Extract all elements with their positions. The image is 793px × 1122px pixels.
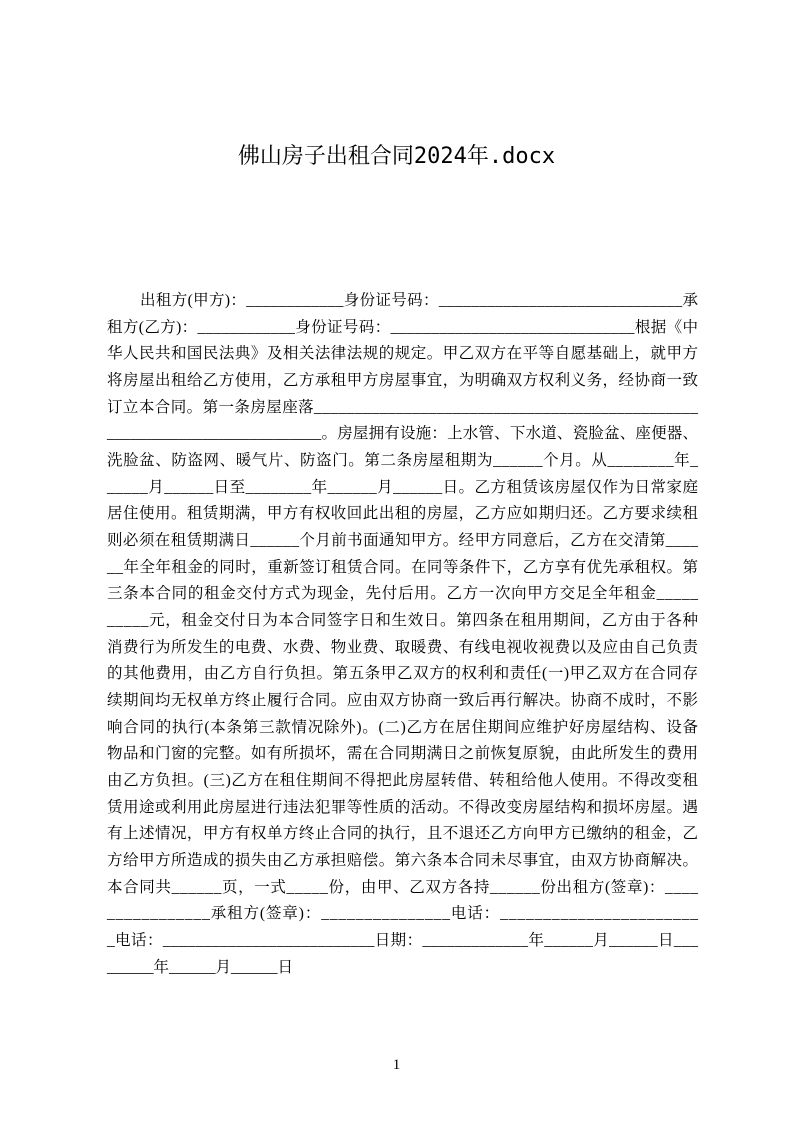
contract-line-text: 洗脸盆、防盗网、暖气片、防盗门。第二条房屋租期为______个月。从________年_ bbox=[107, 452, 699, 470]
contract-line bbox=[107, 368, 698, 395]
contract-line bbox=[107, 901, 698, 928]
contract-line bbox=[107, 795, 698, 822]
contract-line-text: 赁用途或利用此房屋进行违法犯罪等性质的活动。不得改变房屋结构和损坏房屋。遇 bbox=[107, 798, 699, 816]
contract-line bbox=[107, 821, 698, 848]
contract-line bbox=[107, 555, 698, 582]
document-title: 佛山房子出租合同2024年.docx bbox=[237, 144, 556, 169]
contract-line-text: 物品和门窗的完整。如有所损坏，需在合同期满日之前恢复原貌，由此所发生的费用 bbox=[107, 745, 699, 763]
contract-line bbox=[107, 848, 698, 875]
contract-line-text: __年全年租金的同时，重新签订租赁合同。在同等条件下，乙方享有优先承租权。第 bbox=[107, 558, 699, 576]
contract-line-text: 出租方(甲方)：____________身份证号码：______________________________承 bbox=[140, 292, 699, 309]
contract-line bbox=[107, 608, 698, 635]
contract-line-text: 租方(乙方)：____________身份证号码：______________________________根据《中 bbox=[107, 318, 699, 336]
contract-line-text: _____元，租金交付日为本合同签字日和生效日。第四条在租用期间，乙方由于各种 bbox=[107, 612, 699, 630]
contract-line-text: 响合同的执行(本条第三款情况除外)。(二)乙方在居住期间应维护好房屋结构、设备 bbox=[107, 718, 699, 736]
contract-line-text: 华人民共和国民法典》及相关法律法规的规定。甲乙双方在平等自愿基础上，就甲方 bbox=[107, 345, 699, 363]
contract-line bbox=[107, 475, 698, 502]
contract-line-text: ___________________________。房屋拥有设施：上水管、下水道、瓷脸盆、座便器、 bbox=[107, 425, 699, 443]
contract-line bbox=[107, 501, 698, 528]
contract-line bbox=[107, 661, 698, 688]
contract-line-text: 的其他费用，由乙方自行负担。第五条甲乙双方的权利和责任(一)甲乙双方在合同存 bbox=[107, 665, 699, 683]
contract-line-text: _电话：__________________________日期：_____________年______月______日___ bbox=[107, 932, 699, 950]
contract-line bbox=[107, 315, 698, 342]
contract-line bbox=[107, 395, 698, 422]
contract-line-text: 三条本合同的租金交付方式为现金，先付后用。乙方一次向甲方交足全年租金_____ bbox=[107, 585, 699, 603]
contract-line-text: 有上述情况，甲方有权单方终止合同的执行，且不退还乙方向甲方已缴纳的租金，乙 bbox=[107, 825, 699, 843]
contract-body bbox=[107, 288, 698, 981]
contract-line-text: 方给甲方所造成的损失由乙方承担赔偿。第六条本合同未尽事宜，由双方协商解决。 bbox=[107, 852, 699, 870]
contract-line bbox=[107, 875, 698, 902]
contract-line-text: 由乙方负担。(三)乙方在租住期间不得把此房屋转借、转租给他人使用。不得改变租 bbox=[107, 772, 699, 790]
contract-line bbox=[107, 581, 698, 608]
contract-line bbox=[107, 448, 698, 475]
contract-line bbox=[107, 741, 698, 768]
contract-line bbox=[107, 715, 698, 742]
contract-line bbox=[107, 768, 698, 795]
contract-line-text: 消费行为所发生的电费、水费、物业费、取暖费、有线电视收视费以及应由自己负责 bbox=[107, 638, 699, 656]
contract-line-text: 订立本合同。第一条房屋座落_______________________________________________ bbox=[107, 398, 699, 416]
contract-line bbox=[107, 421, 698, 448]
contract-line bbox=[107, 341, 698, 368]
page-number: 1 bbox=[392, 1057, 401, 1073]
contract-line-text: _____月______日至________年______月______日。乙方租赁该房屋仅作为日常家庭 bbox=[107, 478, 699, 496]
contract-line bbox=[107, 955, 698, 982]
contract-line-text: 本合同共______页，一式_____份，由甲、乙双方各持______份出租方(签章)：____ bbox=[107, 878, 699, 896]
contract-line-text: 将房屋出租给乙方使用，乙方承租甲方房屋事宜，为明确双方权利义务，经协商一致 bbox=[107, 372, 699, 390]
contract-line bbox=[107, 928, 698, 955]
contract-line bbox=[107, 635, 698, 662]
contract-line-text: ______年______月______日 bbox=[107, 958, 294, 976]
contract-line bbox=[107, 688, 698, 715]
contract-line bbox=[107, 528, 698, 555]
contract-line-text: 居住使用。租赁期满，甲方有权收回此出租的房屋，乙方应如期归还。乙方要求续租 bbox=[107, 505, 699, 523]
contract-line bbox=[107, 288, 698, 315]
contract-line-text: 续期间均无权单方终止履行合同。应由双方协商一致后再行解决。协商不成时，不影 bbox=[107, 692, 699, 710]
contract-line-text: 则必须在租赁期满日______个月前书面通知甲方。经甲方同意后，乙方在交清第____ bbox=[107, 532, 699, 550]
contract-line-text: ____________承租方(签章)：_______________电话：_______________________ bbox=[107, 905, 699, 923]
